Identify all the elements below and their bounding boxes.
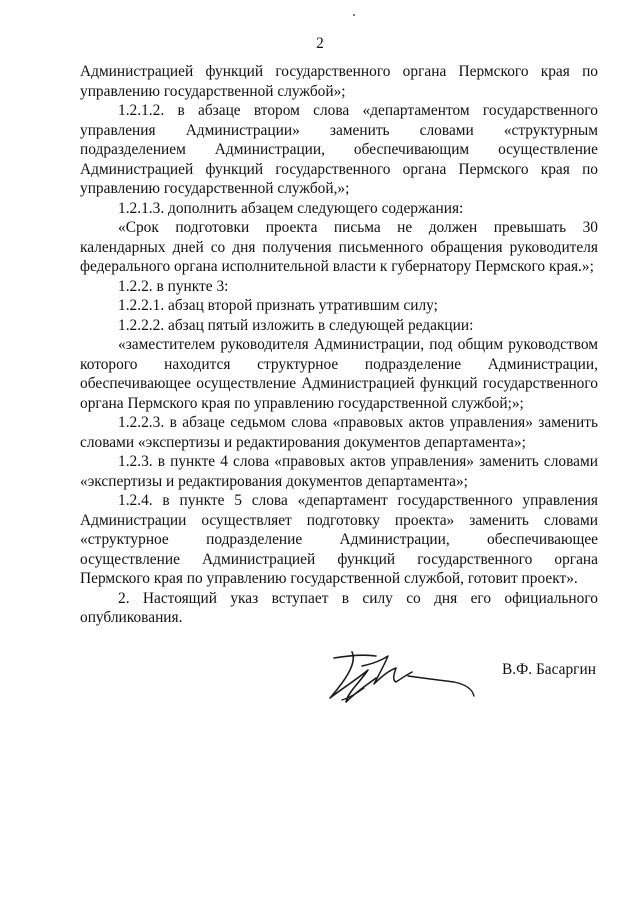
scan-speck	[353, 14, 355, 16]
paragraph-1-2-2-3: 1.2.2.3. в абзаце седьмом слова «правовых актов управления» заменить словами «экспертизы и редактирования документов департамента»;	[80, 414, 598, 451]
handwritten-signature	[312, 640, 492, 720]
paragraph-1-2-2: 1.2.2. в пункте 3:	[118, 277, 229, 295]
signer-name: В.Ф. Басаргин	[502, 661, 596, 678]
paragraph-2-effective: 2. Настоящий указ вступает в силу со дня его официального опубликования.	[80, 589, 598, 626]
paragraph-continuation: Администрацией функций государственного органа Пермского края по управлению государственной службой»;	[80, 63, 598, 100]
paragraph-1-2-3: 1.2.3. в пункте 4 слова «правовых актов управления» заменить словами «экспертизы и редактирования документов департамента»;	[80, 453, 598, 490]
paragraph-quote-deputy: «заместителем руководителя Администрации, под общим руководством которого находится структурное подразделение Администрации, обеспечивающее осуществление Администрацией функций государственного органа Пермского края по управлению государственной службой;»;	[80, 336, 598, 412]
page-number: 2	[316, 35, 324, 52]
paragraph-1-2-2-2: 1.2.2.2. абзац пятый изложить в следующей редакции:	[118, 316, 474, 334]
paragraph-1-2-2-1: 1.2.2.1. абзац второй признать утратившим силу;	[118, 297, 438, 314]
paragraph-1-2-4: 1.2.4. в пункте 5 слова «департамент государственного управления Администрации осуществляет подготовку проекта» заменить словами «структурное подразделение Администрации, обеспечивающее осуществление Администрацией функций государственного органа Пермского края по управлению государственной службой, готовит проект».	[80, 492, 598, 587]
document-body	[80, 62, 598, 628]
paragraph-1-2-1-3: 1.2.1.3. дополнить абзацем следующего содержания:	[118, 199, 464, 217]
paragraph-quote-deadline: «Срок подготовки проекта письма не должен превышать 30 календарных дней со дня получения письменного обращения руководителя федерального органа исполнительной власти к губернатору Пермского края.»;	[80, 219, 598, 275]
paragraph-1-2-1-2: 1.2.1.2. в абзаце втором слова «департаментом государственного управления Администрации» заменить словами «структурным подразделением Администрации, обеспечивающим осуществление Администрацией функций государственного органа Пермского края по управлению государственной службой,»;	[80, 102, 598, 197]
